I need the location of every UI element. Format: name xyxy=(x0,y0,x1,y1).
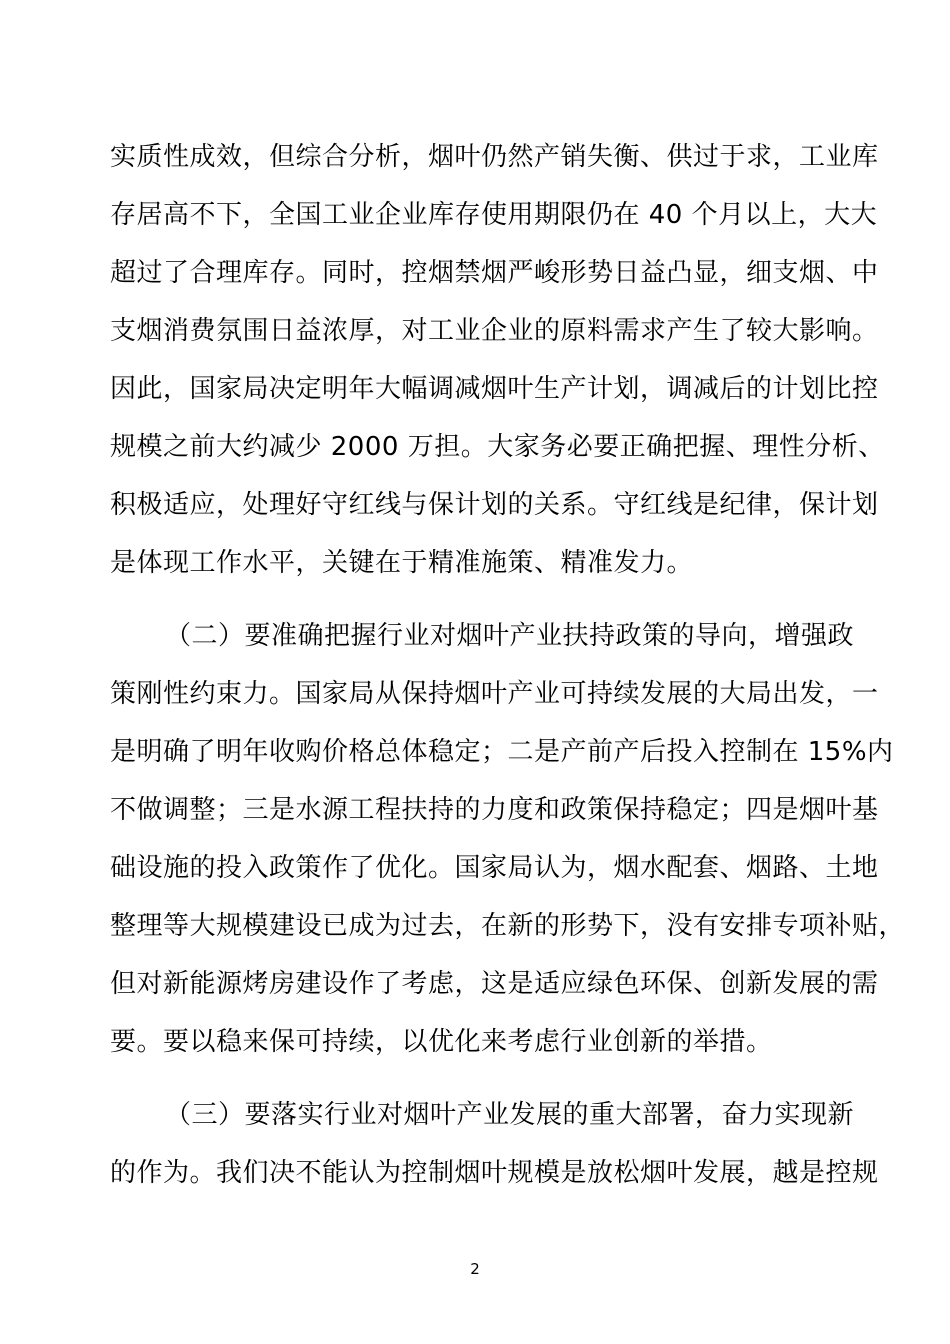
text-line: 整理等大规模建设已成为过去，在新的形势下，没有安排专项补贴， xyxy=(110,911,906,941)
text-line: 是明确了明年收购价格总体稳定；二是产前产后投入控制在 15%内 xyxy=(110,737,894,767)
paragraph-3 xyxy=(110,1086,879,1202)
text-line: 积极适应，处理好守红线与保计划的关系。守红线是纪律，保计划 xyxy=(110,490,879,520)
paragraph-spacer xyxy=(110,1071,870,1086)
paragraph-first-line: （二）要准确把握行业对烟叶产业扶持政策的导向，增强政 xyxy=(165,621,855,651)
paragraph-spacer xyxy=(110,592,870,607)
page-number: 2 xyxy=(470,1260,480,1278)
paragraph-2 xyxy=(110,607,906,1071)
text-line: 实质性成效，但综合分析，烟叶仍然产销失衡、供过于求，工业库 xyxy=(110,142,879,172)
paragraph-1 xyxy=(110,128,885,592)
text-line: 是体现工作水平，关键在于精准施策、精准发力。 xyxy=(110,548,694,578)
text-line: 策刚性约束力。国家局从保持烟叶产业可持续发展的大局出发，一 xyxy=(110,679,879,709)
paragraph-first-line: （三）要落实行业对烟叶产业发展的重大部署，奋力实现新 xyxy=(165,1100,855,1130)
text-line: 要。要以稳来保可持续，以优化来考虑行业创新的举措。 xyxy=(110,1027,773,1057)
text-line: 支烟消费氛围日益浓厚，对工业企业的原料需求产生了较大影响。 xyxy=(110,316,879,346)
text-line: 因此，国家局决定明年大幅调减烟叶生产计划，调减后的计划比控 xyxy=(110,374,879,404)
text-line: 但对新能源烤房建设作了考虑，这是适应绿色环保、创新发展的需 xyxy=(110,969,879,999)
text-line: 的作为。我们决不能认为控制烟叶规模是放松烟叶发展，越是控规 xyxy=(110,1158,879,1188)
text-line: 规模之前大约减少 2000 万担。大家务必要正确把握、理性分析、 xyxy=(110,432,885,462)
text-line: 存居高不下，全国工业企业库存使用期限仍在 40 个月以上，大大 xyxy=(110,200,878,230)
body-text xyxy=(110,128,906,1202)
text-line: 超过了合理库存。同时，控烟禁烟严峻形势日益凸显，细支烟、中 xyxy=(110,258,879,288)
text-line: 础设施的投入政策作了优化。国家局认为，烟水配套、烟路、土地 xyxy=(110,853,879,883)
text-line: 不做调整；三是水源工程扶持的力度和政策保持稳定；四是烟叶基 xyxy=(110,795,879,825)
